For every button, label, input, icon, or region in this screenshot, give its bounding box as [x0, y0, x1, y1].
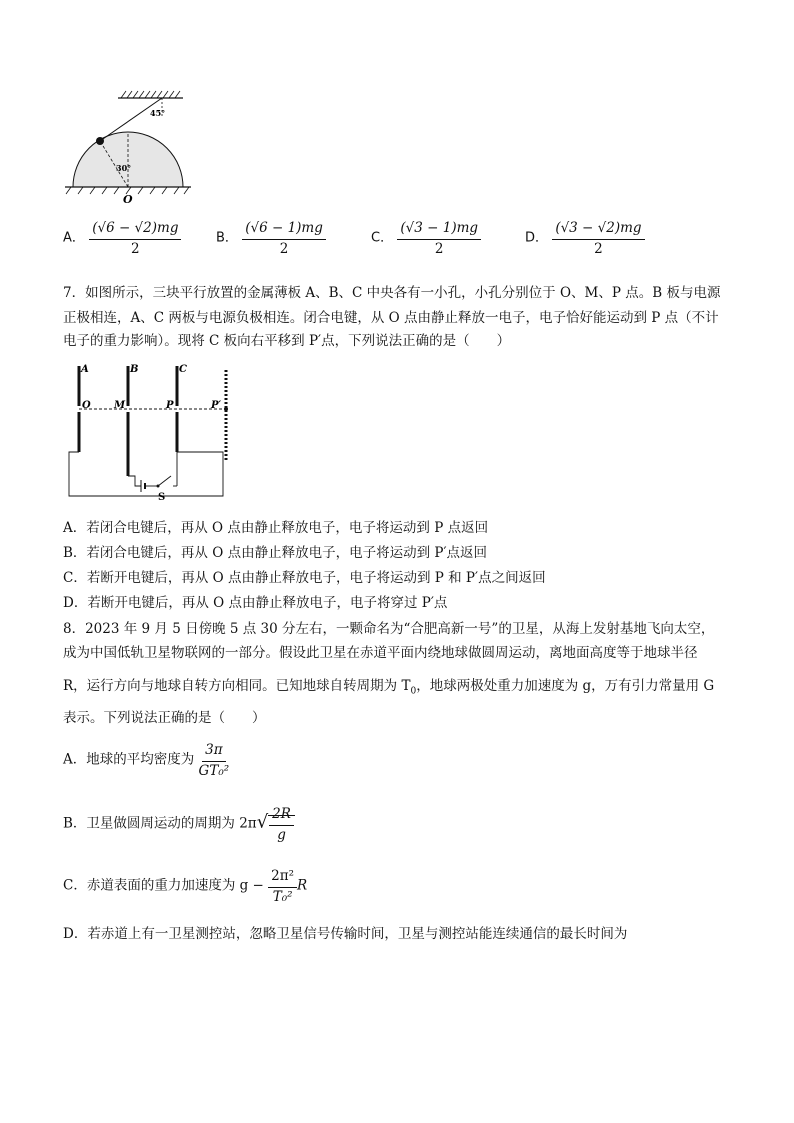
q8-stem-line-3: R，运行方向与地球自转方向相同。已知地球自转周期为 $T_0$，地球两极处重力加速度为 g，万有引力常量用 G [63, 678, 715, 697]
q8-stem-line-4: 表示。下列说法正确的是（ ） [63, 710, 266, 726]
q6-choice-a[interactable]: A． $\frac{(√6 - √2)mg}{2}$ [63, 218, 181, 258]
point-p-prime-label: P′ [211, 400, 222, 411]
angle-45-label: 45° [150, 108, 166, 118]
point-p-label: P [166, 400, 174, 411]
q6-choice-b[interactable]: B． $\frac{(√6 - 1)mg}{2}$ [216, 218, 326, 258]
q8-option-c[interactable]: C．赤道表面的重力加速度为 g − $\frac{\text{2π²}}{\text{T₀²}}$ R [63, 868, 308, 905]
q8-stem-line-2: 成为中国低轨卫星物联网的一部分。假设此卫星在赤道平面内绕地球做圆周运动，离地面高度等于地球半径 [63, 645, 698, 661]
point-o-label: O [123, 193, 133, 206]
hemisphere-figure [63, 86, 193, 208]
q7-stem-line-3: 电子的重力影响）。现将 C 板向右平移到 P′点，下列说法正确的是（ ） [63, 333, 511, 349]
q7-stem-line-1: 7．如图所示，三块平行放置的金属薄板 A、B、C 中央各有一小孔，小孔分别位于 O、M、P 点。B 板与电源 [63, 285, 721, 301]
q7-option-c[interactable]: C．若断开电键后，再从 O 点由静止释放电子，电子将运动到 P 和 P′点之间返回 [63, 570, 546, 586]
q8-option-d[interactable]: D．若赤道上有一卫星测控站，忽略卫星信号传输时间，卫星与测控站能连续通信的最长时间为 [63, 926, 628, 942]
q8-option-b[interactable]: B．卫星做圆周运动的周期为 2π√ $\frac{2R}{g}$ [63, 804, 295, 844]
q6-choice-c[interactable]: C． $\frac{(√3 - 1)mg}{2}$ [371, 218, 481, 258]
point-m-label: M [114, 400, 126, 411]
switch-label: S [158, 492, 166, 502]
plate-c-label: C [179, 364, 187, 375]
q7-option-b[interactable]: B．若闭合电键后，再从 O 点由静止释放电子，电子将运动到 P′点返回 [63, 545, 488, 561]
plate-b-label: B [130, 364, 139, 375]
q7-stem-line-2: 正极相连，A、C 两板与电源负极相连。闭合电键，从 O 点由静止释放一电子，电子恰好能运动到 P 点（不计 [63, 310, 719, 326]
q7-option-a[interactable]: A．若闭合电键后，再从 O 点由静止释放电子，电子将运动到 P 点返回 [63, 520, 489, 536]
point-o-label: O [82, 400, 91, 411]
q6-choice-d[interactable]: D． $\frac{(√3 - √2)mg}{2}$ [525, 218, 645, 258]
plates-circuit-figure [63, 360, 238, 502]
angle-30-label: 30° [116, 163, 132, 173]
q8-stem-line-1: 8．2023 年 9 月 5 日傍晚 5 点 30 分左右，一颗命名为“合肥高新一号”的卫星，从海上发射基地飞向太空， [63, 621, 715, 637]
plate-a-label: A [81, 364, 89, 375]
q7-option-d[interactable]: D．若断开电键后，再从 O 点由静止释放电子，电子将穿过 P′点 [63, 595, 448, 611]
q8-option-a[interactable]: A．地球的平均密度为 $\frac{3\pi}{\text{GT₀²}}$ [63, 742, 230, 779]
